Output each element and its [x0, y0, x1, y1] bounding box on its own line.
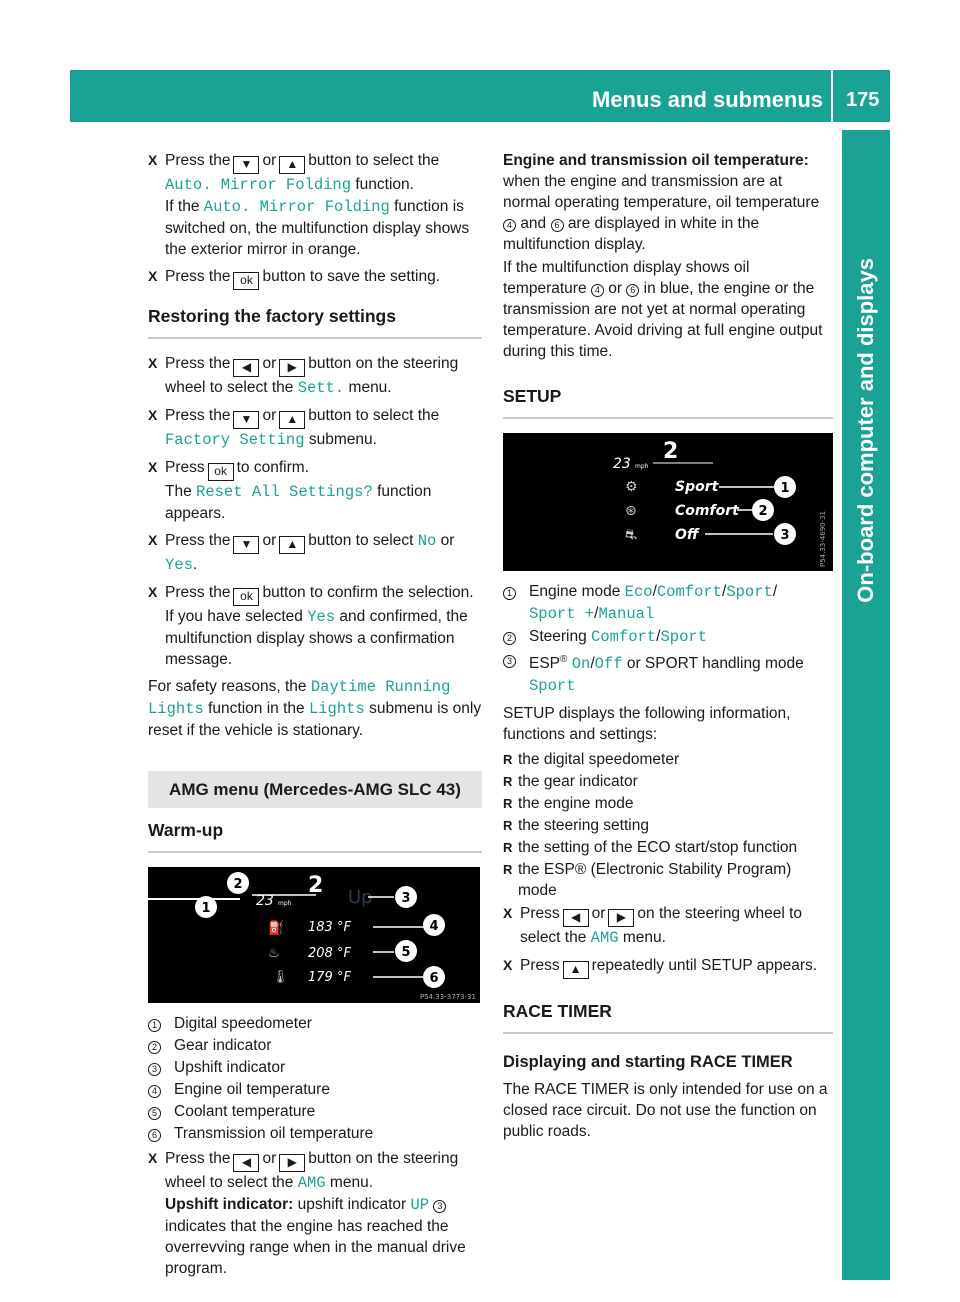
right-arrow-key-icon: ▶: [608, 909, 634, 927]
callout-3: [774, 523, 796, 545]
ok-key-icon: ok: [208, 463, 234, 481]
legend-item: 1 Engine mode Eco/Comfort/Sport/ Sport +/Manual: [503, 581, 833, 625]
right-column: [503, 150, 833, 1144]
callout-6: [423, 966, 445, 988]
list-item: R the setting of the ECO start/stop function: [503, 837, 833, 858]
up-arrow-key-icon: ▲: [279, 156, 305, 174]
left-arrow-key-icon: ◀: [233, 1154, 259, 1172]
up-arrow-key-icon: ▲: [279, 411, 305, 429]
callout-2: [227, 872, 249, 894]
setup-intro: SETUP displays the following information, functions and settings:: [503, 705, 791, 744]
engine-mode-icon: ⚙: [625, 479, 638, 495]
engine-oil-paragraph: Engine and transmission oil temperature: when the engine and transmission are at normal operating temperature, oil temperature 4 and 6 are displayed in white in the multifunction display.: [503, 152, 820, 253]
upshift-label: Up: [348, 887, 373, 908]
image-reference: P54.33-3773-31: [419, 993, 476, 1001]
step-mirror-select: X Press the ▼ or ▲ button to select the Auto. Mirror Folding function. If the Auto. Mirror Folding function is switched on, the multifunction display shows the exterior mirror in orange.: [148, 150, 482, 260]
step-select-amg-menu: X Press ◀ or ▶ on the steering wheel to select the AMG menu.: [503, 903, 833, 949]
down-arrow-key-icon: ▼: [233, 411, 259, 429]
step-confirm: X Press ok to confirm. The Reset All Settings? function appears.: [148, 457, 482, 524]
list-item: R the gear indicator: [503, 771, 833, 792]
heading-restore-factory: Restoring the factory settings: [148, 306, 482, 339]
up-arrow-key-icon: ▲: [563, 961, 589, 979]
left-column: [148, 150, 482, 1285]
step-select-amg: X Press the ◀ or ▶ button on the steering wheel to select the AMG menu. Upshift indicator: upshift indicator UP 3 indicates that the engine has reached the overrevving range when in the manual drive program.: [148, 1148, 482, 1279]
left-arrow-key-icon: ◀: [563, 909, 589, 927]
race-timer-text: The RACE TIMER is only intended for use on a closed race circuit. Do not use the function on public roads.: [503, 1081, 828, 1141]
legend-item: 4 Engine oil temperature: [148, 1079, 482, 1100]
coolant-icon: ♨: [268, 946, 280, 961]
left-arrow-key-icon: ◀: [233, 359, 259, 377]
safety-note: For safety reasons, the Daytime Running Lights function in the Lights submenu is only reset if the vehicle is stationary.: [148, 678, 482, 739]
esp-icon: ⛐: [625, 527, 638, 543]
ok-key-icon: ok: [233, 588, 259, 606]
page-number: 175: [846, 89, 880, 111]
warmup-legend: [148, 1013, 482, 1144]
callout-2: [752, 499, 774, 521]
setup-bullet-list: [503, 749, 833, 901]
step-select-yes-no: X Press the ▼ or ▲ button to select No or Yes.: [148, 530, 482, 576]
right-arrow-key-icon: ▶: [279, 1154, 305, 1172]
gear-value: 2: [308, 873, 324, 898]
right-arrow-key-icon: ▶: [279, 359, 305, 377]
oil-icon: ⛽: [268, 921, 285, 936]
transmission-oil-temp: 179 °F: [308, 970, 351, 985]
step-until-setup: X Press ▲ repeatedly until SETUP appears.: [503, 955, 833, 979]
step-save-setting: X Press the ok button to save the setting.: [148, 266, 482, 290]
legend-item: 3 Upshift indicator: [148, 1057, 482, 1078]
setup-legend: [503, 581, 833, 697]
svg-text:3: 3: [780, 528, 790, 543]
list-item: R the steering setting: [503, 815, 833, 836]
code-text: Auto. Mirror Folding: [165, 176, 352, 194]
step-select-sett: X Press the ◀ or ▶ button on the steering wheel to select the Sett. menu.: [148, 353, 482, 399]
list-item: R the engine mode: [503, 793, 833, 814]
list-item: R the ESP® (Electronic Stability Program) mode: [503, 859, 833, 901]
legend-item: 2 Steering Comfort/Sport: [503, 626, 833, 648]
up-arrow-key-icon: ▲: [279, 536, 305, 554]
warmup-display-image: [148, 867, 480, 1003]
setup-row-esp: Off: [675, 527, 699, 543]
header-divider: [831, 70, 833, 122]
steering-icon: ⊛: [625, 503, 637, 519]
engine-oil-blue-paragraph: If the multifunction display shows oil temperature 4 or 6 in blue, the engine or the transmission are not yet at normal operating temperature. Avoid driving at full engine output during this time.: [503, 259, 823, 360]
svg-text:1: 1: [780, 481, 790, 496]
legend-item: 5 Coolant temperature: [148, 1101, 482, 1122]
list-item: R the digital speedometer: [503, 749, 833, 770]
down-arrow-key-icon: ▼: [233, 536, 259, 554]
speed-value: 23: [613, 456, 631, 472]
callout-1: [774, 476, 796, 498]
svg-text:6: 6: [429, 971, 439, 986]
callout-3: [395, 886, 417, 908]
setup-display-image: [503, 433, 833, 571]
callout-1: [195, 896, 217, 918]
legend-item: 3 ESP® On/Off or SPORT handling mode Sport: [503, 649, 833, 697]
engine-oil-temp: 183 °F: [308, 920, 351, 935]
subheading-race-timer: Displaying and starting RACE TIMER: [503, 1053, 793, 1072]
legend-item: 1 Digital speedometer: [148, 1013, 482, 1034]
down-arrow-key-icon: ▼: [233, 156, 259, 174]
side-tab-label: On-board computer and displays: [853, 258, 878, 603]
speed-unit: mph: [278, 900, 292, 907]
svg-text:3: 3: [401, 891, 411, 906]
ok-key-icon: ok: [233, 272, 259, 290]
amg-menu-band: AMG menu (Mercedes-AMG SLC 43): [148, 771, 482, 808]
gear-value: 2: [663, 439, 679, 464]
heading-warmup: Warm-up: [148, 820, 482, 853]
step-select-factory: X Press the ▼ or ▲ button to select the Factory Setting submenu.: [148, 405, 482, 451]
transmission-oil-icon: 🌡: [272, 970, 289, 985]
svg-text:2: 2: [758, 504, 768, 519]
speed-unit: mph: [635, 463, 649, 470]
step-confirm-selection: X Press the ok button to confirm the selection. If you have selected Yes and confirmed, the multifunction display shows a confirmation message.: [148, 582, 482, 670]
legend-item: 2 Gear indicator: [148, 1035, 482, 1056]
coolant-temp: 208 °F: [308, 946, 351, 961]
image-reference: P54.33-4690-31: [819, 510, 827, 567]
setup-row-steering: Comfort: [675, 503, 739, 519]
heading-setup: SETUP: [503, 386, 833, 419]
callout-5: [395, 940, 417, 962]
svg-text:4: 4: [429, 919, 439, 934]
svg-text:1: 1: [201, 901, 211, 916]
legend-item: 6 Transmission oil temperature: [148, 1123, 482, 1144]
heading-race-timer: RACE TIMER: [503, 1001, 833, 1034]
header-title: Menus and submenus: [592, 87, 824, 112]
svg-text:5: 5: [401, 945, 411, 960]
speed-value: 23: [256, 893, 274, 909]
callout-4: [423, 914, 445, 936]
setup-row-engine: Sport: [675, 479, 719, 495]
svg-text:2: 2: [233, 877, 243, 892]
